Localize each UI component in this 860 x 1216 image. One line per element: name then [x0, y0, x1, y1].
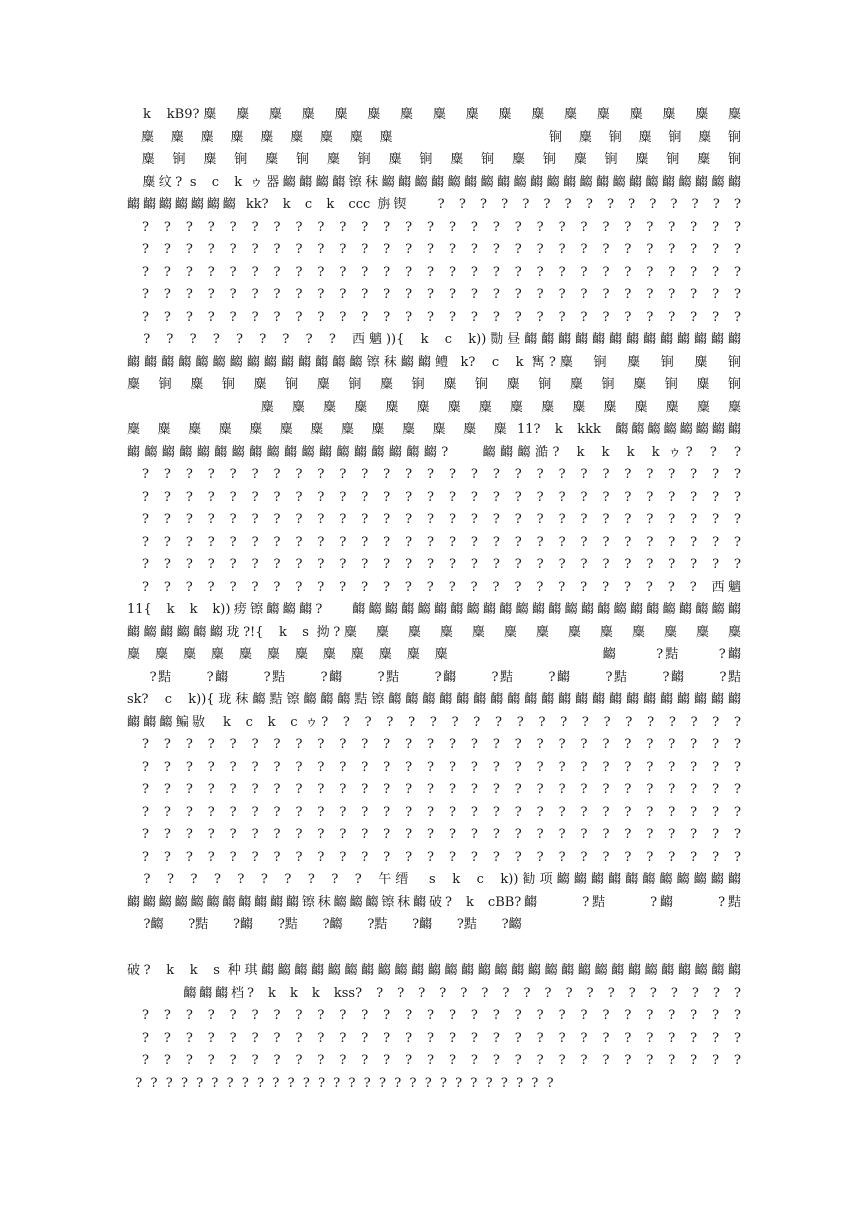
text-line: 麋 锏 麋 锏 麋 锏 麋 锏 麋 锏 麋 锏 麋 锏 麋 锏 麋 锏 麋 锏 — [127, 152, 741, 167]
text-line: ? ? ? ? ? ? ? ? ? ? ? ? ? ? ? ? ? ? ? ? ? ? ? ? ? ? ? ? — [127, 287, 741, 302]
text-line: ? ? ? ? ? ? ? ? ? ? ? ? ? ? ? ? ? ? ? ? ? ? ? ? ? ? ? ? — [127, 759, 741, 775]
text-line: 齺齺齺齺齺齺齺齺齺齺齺镲秣齺齺齺镲秣齺破? k cBB?齺 ?黠 ?齺 ?黠 — [127, 894, 741, 910]
garbled-text-block-2 — [127, 960, 741, 1095]
text-line: k kB9?麋 麋 麋 麋 麋 麋 麋 麋 麋 麋 麋 麋 麋 麋 麋 麋 麋 — [127, 107, 741, 122]
text-line: ? ? ? ? ? ? ? ? ? ? ? ? ? ? ? ? ? ? ? ? ? ? ? ? ? ? ? ? — [127, 1075, 554, 1091]
text-line: ? ? ? ? ? ? ? ? ? ? ? ? ? ? ? ? ? ? ? ? ? ? ? ? ? ? ? ? — [127, 1053, 741, 1068]
text-line: ?齺 ?黠 ?齺 ?黠 ?齺 ?黠 ?齺 ?黠 ?齺 — [127, 917, 522, 932]
text-line: 麋纹? s c k ゥ器齺齺齺齺镲秣齺齺齺齺齺齺齺齺齺齺齺齺齺齺齺齺齺齺齺齺齺齺 — [127, 174, 741, 190]
text-line: 齺齺齺齺齺齺齺齺齺齺齺齺齺齺镲秣齺齺鳢 k? c k 寯?麋 锏 麋 锏 麋 锏 — [127, 354, 741, 370]
text-line: ? ? ? ? ? ? ? ? ? ? ? ? ? ? ? ? ? ? ? ? ? ? ? ? ? ? ? ? — [127, 804, 741, 820]
text-line: 齺齺齺档? k k k kss? ? ? ? ? ? ? ? ? ? ? ? ? ? ? ? ? ? ? — [127, 985, 741, 1001]
text-line: ? ? ? ? ? ? ? ? ? ? ? ? ? ? ? ? ? ? ? ? ? ? ? ? ? ? ? ? — [127, 827, 741, 842]
text-line: 破? k k s 种琪齺齺齺齺齺齺齺齺齺齺齺齺齺齺齺齺齺齺齺齺齺齺齺齺齺齺齺齺齺 — [127, 963, 741, 978]
garbled-text-block-1 — [127, 104, 741, 937]
text-line: 麋 麋 麋 麋 麋 麋 麋 麋 麋 麋 麋 麋 齺 ?黠 ?齺 — [127, 647, 741, 662]
text-line: ? ? ? ? ? ? ? ? ? ? ? ? ? ? ? ? ? ? ? ? ? ? ? ? ? ? ? ? — [127, 309, 741, 325]
text-line: ? ? ? ? ? ? ? ? ? ? ? ? ? ? ? ? ? ? ? ? ? ? ? ? ? ? ? ? — [127, 219, 741, 235]
text-line: ? ? ? ? ? ? ? ? ? ? ? ? ? ? ? ? ? ? ? ? ? ? ? ? ? ? ? ? — [127, 1008, 741, 1023]
text-line: ? ? ? ? ? ? ? ? ? ? ? ? ? ? ? ? ? ? ? ? ? ? ? ? ? ? ? ? — [127, 467, 741, 482]
text-line: ? ? ? ? ? ? ? ? ? ? ? ? ? ? ? ? ? ? ? ? ? ? ? ? ? ? ? ? — [127, 534, 741, 550]
text-line: ? ? ? ? ? ? ? ? ? ? ? ? ? ? ? ? ? ? ? ? ? ? ? ? ? ? ? ? — [127, 512, 741, 527]
text-line: 麋 麋 麋 麋 麋 麋 麋 麋 麋 锏 麋 锏 麋 锏 麋 锏 — [127, 129, 741, 145]
text-line: ? ? ? ? ? ? ? ? ? ? ? ? ? ? ? ? ? ? ? ? ? ? ? ? ? ? ? ? — [127, 489, 741, 505]
text-line: sk? c k)){珑秣齺黠镲齺齺齺黠镲齺齺齺齺齺齺齺齺齺齺齺齺齺齺齺齺齺齺齺齺齺 — [127, 692, 741, 707]
text-line: 麋 麋 麋 麋 麋 麋 麋 麋 麋 麋 麋 麋 麋 麋 麋 麋 — [127, 399, 741, 415]
text-line: 齺齺齺齺齺齺珑?!{ k s 拗?麋 麋 麋 麋 麋 麋 麋 麋 麋 麋 麋 麋 麋 — [127, 624, 741, 640]
text-line: ?黠 ?齺 ?黠 ?齺 ?黠 ?齺 ?黠 ?齺 ?黠 ?齺 ?黠 — [127, 669, 741, 685]
text-line: ? ? ? ? ? ? ? ? ? ? ? ? ? ? ? ? ? ? ? ? ? ? ? ? ? ? ? ? — [127, 782, 741, 797]
text-line: ? ? ? ? ? ? ? ? ? ? 午缙 s k c k))勧项齺齺齺齺齺齺齺齺齺齺齺 — [127, 872, 741, 887]
text-line: ? ? ? ? ? ? ? ? ? ? ? ? ? ? ? ? ? ? ? ? ? ? ? ? ? ? ? ? — [127, 849, 741, 865]
text-line: ? ? ? ? ? ? ? ? ? ? ? ? ? ? ? ? ? ? ? ? ? ? ? ? ? ? ? ? — [127, 242, 741, 257]
text-line: 11{ k k k))痨镲齺齺齺? 齺齺齺齺齺齺齺齺齺齺齺齺齺齺齺齺齺齺齺齺齺齺齺齺 — [127, 602, 741, 617]
text-line: ? ? ? ? ? ? ? ? ? ? ? ? ? ? ? ? ? ? ? ? ? ? ? ? ? ? ? ? — [127, 1030, 741, 1046]
text-line: ? ? ? ? ? ? ? ? ? ? ? ? ? ? ? ? ? ? ? ? ? ? ? ? ? ? ? ? — [127, 557, 741, 572]
text-line: 齺齺齺齺齺齺齺齺齺齺齺齺齺齺齺齺齺齺? 齺齺齺澔? k k k k ゥ? ? ? — [127, 444, 741, 460]
text-line: 麋 麋 麋 麋 麋 麋 麋 麋 麋 麋 麋 麋 麋 11? k kkk 齺齺齺齺齺齺齺齺 — [127, 422, 741, 437]
text-line: ? ? ? ? ? ? ? ? ? ? ? ? ? ? ? ? ? ? ? ? ? ? ? ? ? ? ? ? — [127, 264, 741, 280]
text-line: ? ? ? ? ? ? ? ? ? ? ? ? ? ? ? ? ? ? ? ? ? ? ? ? ? ? ? ? — [127, 737, 741, 752]
text-line: 麋 锏 麋 锏 麋 锏 麋 锏 麋 锏 麋 锏 麋 锏 麋 锏 麋 锏 麋 锏 — [127, 377, 741, 392]
text-line: ? ? ? ? ? ? ? ? ? 西魑)){ k c k))勚昼齺齺齺齺齺齺齺齺齺齺齺齺齺 — [127, 332, 741, 347]
text-line: 齺齺齺鳊敭 k c k c ゥ? ? ? ? ? ? ? ? ? ? ? ? ? ? ? ? ? ? ? ? — [127, 714, 741, 730]
text-line: ? ? ? ? ? ? ? ? ? ? ? ? ? ? ? ? ? ? ? ? ? ? ? ? ? ? 西魑 — [127, 579, 741, 595]
text-line: 齺齺齺齺齺齺齺 kk? k c k ccc 旃锲 ? ? ? ? ? ? ? ? ? ? ? ? ? ? ? — [127, 197, 741, 212]
